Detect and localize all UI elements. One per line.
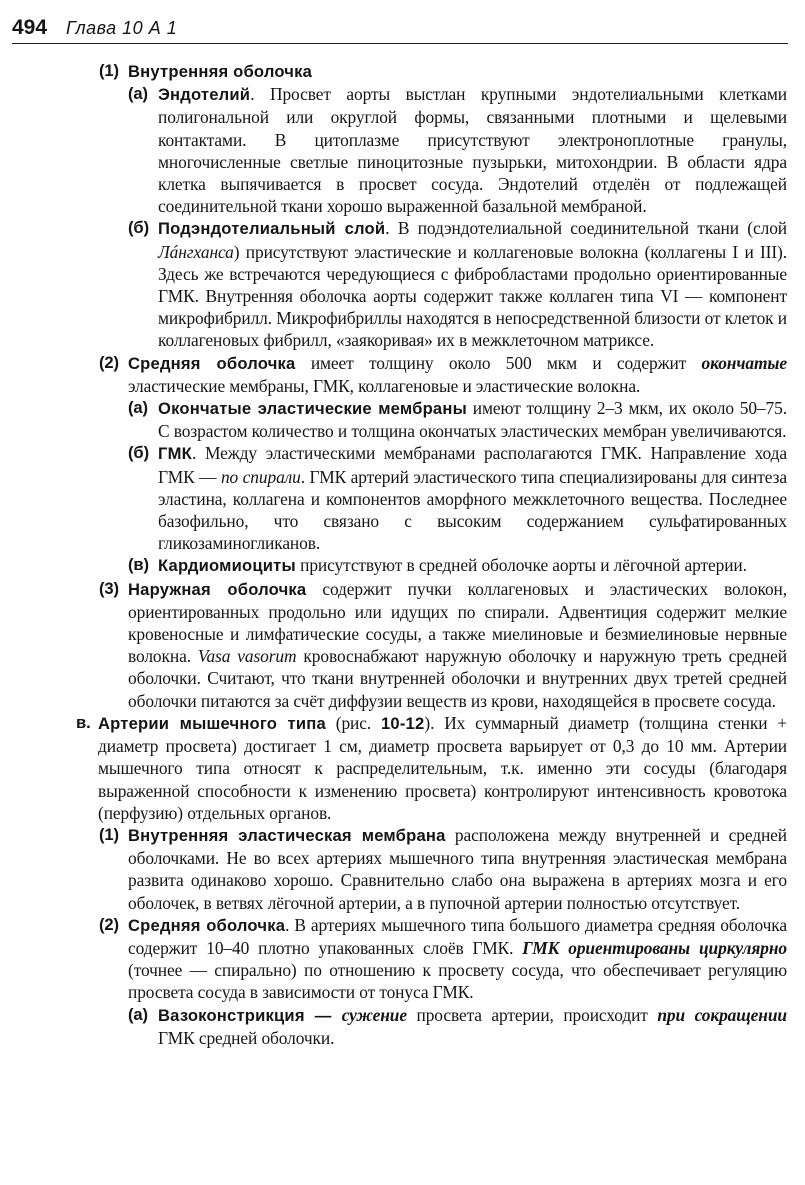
list-marker: (1) [99, 61, 119, 80]
body-text: . Между эластическими мембранами располагаются ГМК. Направление хода ГМК — [158, 443, 787, 487]
paragraph-cardiomyocytes [128, 554, 787, 577]
term-heading: ГМК [158, 444, 192, 464]
list-marker: (2) [99, 914, 119, 934]
body-text: . Просвет аорты выстлан крупными эндотелиальными клетками полигональной или округлой формы, связанными плотными и щелевыми контактами. В цитоплазме присутствуют электроноплотные гранулы, многочисленные светлые пиноцитозные пузырьки, митохондрии. В области ядра клетка выпячивается в просвет сосуда. Эндотелий отделён от подлежащей соединительной ткани хорошо выраженной базальной мембраной. [158, 84, 787, 217]
term-heading: 10-12 [380, 713, 425, 733]
body-text: ). Их суммарный диаметр (толщина стенки + диаметр просвета) достигает 1 см, диаметр просвета варьирует от 0,3 до 10 мм. Артерии мышечного типа относят к распределительным, т.к. именно эти сосуды (благодаря выраженной способности к изменению просвета) контролируют интенсивность кровотока (перфузию) отдельных органов. [98, 712, 787, 823]
body-text: . В подэндотелиальной соединительной ткани (слой [385, 218, 787, 239]
emphasis-text: сужение [341, 1004, 407, 1025]
list-marker: (а) [128, 84, 148, 104]
body-text: присутствуют в средней оболочке аорты и лёгочной артерии. [295, 555, 747, 576]
term-heading: Подэндотелиальный слой [158, 219, 386, 239]
body-text: . ГМК артерий эластического типа специализированы для синтеза эластина, коллагена и компонентов аморфного межклеточного вещества. Последнее базофильно, что связано с высоким содержанием сульфатированных гликозаминогликанов. [158, 466, 787, 554]
paragraph-subendothelial [128, 217, 787, 351]
body-text: содержит пучки коллагеновых и эластических волокон, ориентированных продольно или идущих по спирали. Адвентиция содержит мелкие кровеносные и лимфатические сосуды, а также миелиновые и безмиелиновые нервные волокна. [128, 578, 787, 667]
body-text: . В артериях мышечного типа большого диаметра средняя оболочка содержит 10–40 плотно упакованных слоёв ГМК. [128, 914, 787, 958]
emphasis-text: при сокращении [657, 1004, 787, 1025]
term-heading: Кардиомиоциты [158, 556, 296, 576]
paragraph-fenestrated [128, 397, 788, 442]
emphasis-text: Лáнгханса [158, 241, 234, 262]
body-text: ГМК средней оболочки. [158, 1027, 335, 1048]
body-text: имеет толщину около 500 мкм и содержит [295, 352, 702, 373]
emphasis-text: по спирали [220, 466, 301, 487]
body-text: (рис. [325, 712, 381, 733]
emphasis-text: окончатые [701, 352, 787, 373]
list-marker: (б) [128, 443, 150, 463]
emphasis-text: ГМК ориентированы циркулярно [522, 937, 787, 958]
emphasis-text: Vasa vasorum [197, 646, 297, 667]
term-heading: Средняя оболочка [128, 915, 286, 935]
term-heading: Внутренняя оболочка [128, 62, 313, 81]
paragraph-inner-membrane [99, 60, 787, 83]
body-text: расположена между внутренней и средней оболочками. Не во всех артериях мышечного типа внутренняя эластическая мембрана развита одинаково хорошо. Сравнительно слабо она выражена в артериях мозга и его оболочек, в ветвях лёгочной артерии, а в пупочной артерии полностью отсутствует. [128, 824, 787, 913]
term-heading: Средняя оболочка [128, 353, 296, 373]
term-heading: Наружная оболочка [128, 579, 307, 599]
list-marker: (3) [99, 578, 119, 598]
page-body [0, 60, 805, 1049]
page-header [12, 14, 788, 44]
list-marker: (1) [99, 824, 119, 844]
paragraph-middle-muscular [99, 914, 787, 1004]
list-marker: (б) [128, 218, 150, 238]
paragraph-vasoconstriction [128, 1004, 787, 1049]
paragraph-middle-membrane [99, 352, 787, 397]
term-heading: Вазоконстрикция — [158, 1005, 342, 1025]
paragraph-outer-membrane [99, 578, 787, 712]
body-text: ) присутствуют эластические и коллагеновые волокна (коллагены I и III). Здесь же встречаются чередующиеся с фибробластами продольно ориентированные ГМК. Внутренняя оболочка аорты содержит также коллаген типа VI — компонент микрофибрилл. Микрофибриллы находятся в непосредственной близости от клеток и коллагеновых фибрилл, «заякоривая» их в межклеточном матриксе. [158, 241, 787, 351]
term-heading: Окончатые эластические мембраны [158, 399, 467, 419]
list-marker: в. [76, 712, 91, 732]
body-text: эластические мембраны, ГМК, коллагеновые и эластические волокна. [128, 375, 641, 396]
page-number: 494 [12, 16, 48, 39]
body-text: кровоснабжают наружную оболочку и наружную треть средней оболочки. Считают, что ткани внутренней оболочки и внутренних двух третей средней оболочки питаются за счёт диффузии веществ из крови, находящейся в просвете сосуда. [128, 646, 787, 711]
list-marker: (2) [99, 352, 119, 372]
term-heading: Артерии мышечного типа [98, 713, 326, 733]
paragraph-smc [128, 442, 787, 554]
chapter-title: Глава 10 А 1 [66, 18, 178, 38]
paragraph-internal-elastic [99, 824, 787, 914]
paragraph-endothelium [128, 83, 787, 217]
term-heading: Внутренняя эластическая мембрана [128, 825, 446, 845]
body-text: имеют толщину 2–3 мкм, их около 50–75. С возрастом количество и толщина окончатых эластических мембран увеличиваются. [158, 398, 788, 442]
list-marker: (а) [128, 1004, 148, 1024]
paragraph-muscular-arteries [76, 712, 787, 824]
body-text: просвета артерии, происходит [406, 1004, 658, 1025]
list-marker: (а) [128, 398, 148, 418]
term-heading: Эндотелий [158, 85, 251, 105]
body-text: (точнее — спирально) по отношению к просвету сосуда, что обеспечивает регуляцию просвета сосуда в зависимости от тонуса ГМК. [128, 960, 787, 1003]
list-marker: (в) [128, 555, 149, 575]
header-rule [12, 43, 788, 44]
